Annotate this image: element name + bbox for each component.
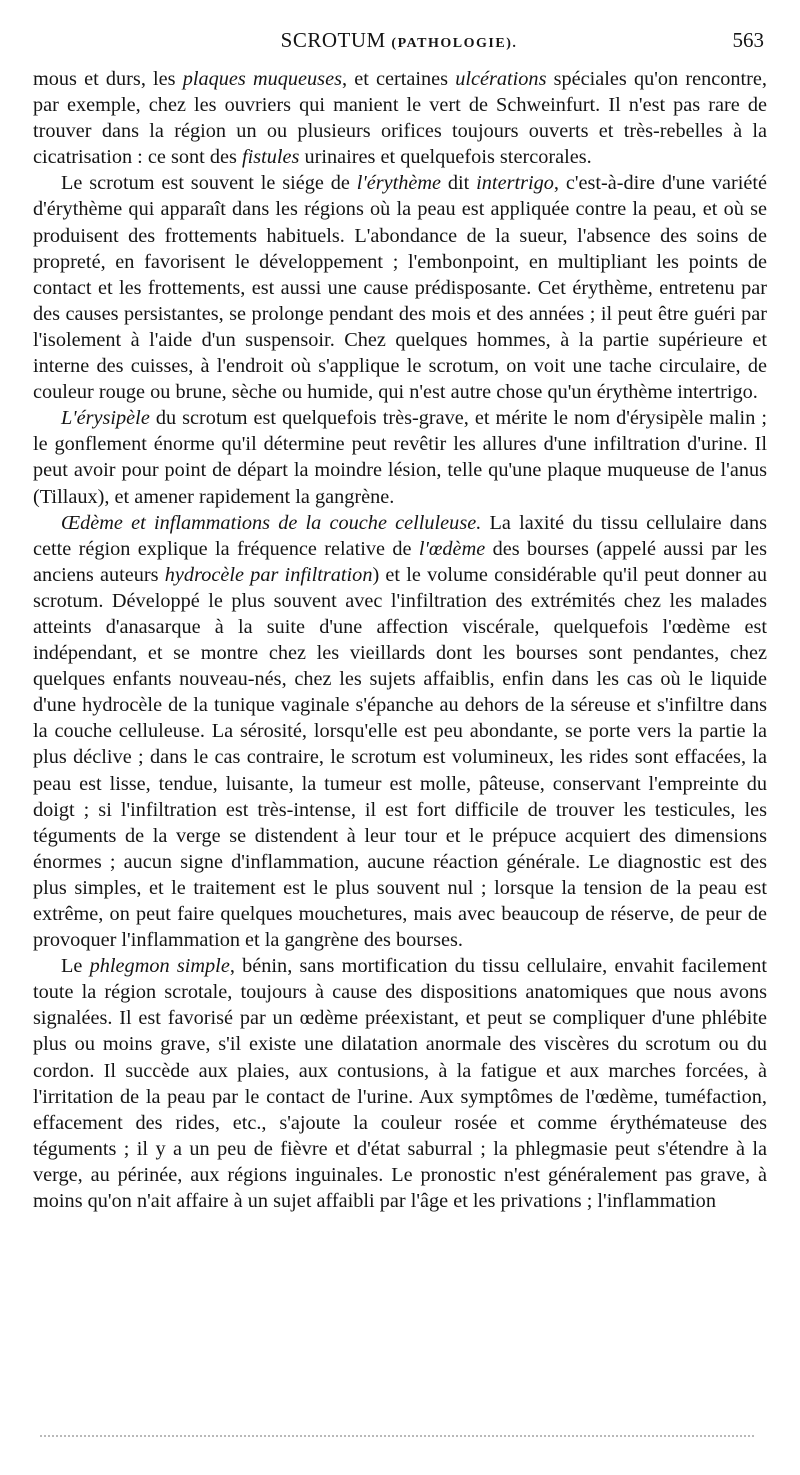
text-run: ) et le volume considérable qu'il peut donner au scrotum. Développé le plus souvent avec l'infiltration des extrémités chez les malades atteints d'anasarque à la suite d'une affection viscérale, quelquefois l'œdème est indépendant, et se montre chez les vieillards dont les bourses sont pendantes, chez quelques enfants nouveau-nés, chez les sujets affaiblis, enfin dans les cas où le liquide d'une hydrocèle de la tunique vaginale s'épanche au dehors de la séreuse et s'infiltre dans la couche celluleuse. La sérosité, lorsqu'elle est peu abondante, se porte vers la partie la plus déclive ; dans le cas contraire, le scrotum est volumineux, les rides sont effacées, la peau est lisse, tendue, luisante, la tumeur est molle, pâteuse, conservant l'empreinte du doigt ; si l'infiltration est très-intense, il est fort difficile de trouver les testicules, les téguments de la verge se distendent à leur tour et le prépuce acquiert des dimensions énormes ; aucun signe d'inflammation, aucune réaction générale. Le diagnostic est des plus simples, et le traitement est le plus souvent nul ; lorsque la tension de la peau est extrême, on peut faire quelques mouchetures, mais avec beaucoup de réserve, de peur de provoquer l'inflammation et la gangrène des bourses.	[33, 563, 767, 952]
text-run: , bénin, sans mortification du tissu cellulaire, envahit facilement toute la région scrotale, toujours à cause des dispositions anatomiques que nous avons signalées. Il est favorisé par un œdème préexistant, et peut se compliquer d'une phlébite plus ou moins grave, s'il existe une dilatation anormale des viscères du scrotum ou du cordon. Il succède aux plaies, aux contusions, à la fatigue et aux marches forcées, à l'irritation de la peau par le contact de l'urine. Aux symptômes de l'œdème, tuméfaction, effacement des rides, etc., s'ajoute la couleur rosée et comme érythémateuse des téguments ; il y a un peu de fièvre et d'état saburral ; la phlegmasie peut s'étendre à la verge, au périnée, aux régions inguinales. Le pronostic n'est généralement pas grave, à moins qu'on n'ait affaire à un sujet affaibli par l'âge et les privations ; l'inflammation	[33, 955, 768, 1213]
footer-dotted-rule	[40, 1435, 754, 1437]
paragraph	[33, 953, 767, 1214]
italic-run: l'œdème	[418, 537, 486, 560]
text-run: Le scrotum est souvent le siége de	[61, 172, 357, 195]
paragraph	[33, 66, 767, 170]
text-run: La laxité du tissu cellulaire dans cette région explique la fréquence relative de	[33, 511, 767, 560]
italic-run: phlegmon simple	[89, 955, 230, 978]
italic-run: fistules	[241, 146, 300, 169]
italic-run: Œdème et inflammations de la couche celluleuse.	[61, 511, 482, 534]
italic-run: plaques muqueuses	[182, 68, 342, 90]
paragraph	[33, 170, 767, 405]
italic-run: L'érysipèle	[61, 407, 150, 430]
italic-run: hydrocèle par infiltration	[164, 563, 373, 586]
page-header	[32, 28, 766, 62]
paragraph	[33, 405, 767, 509]
italic-run: intertrigo	[476, 172, 554, 195]
text-run: , et certaines	[341, 68, 456, 90]
text-run: mous et durs, les	[33, 68, 183, 90]
text-run: des bourses (appelé aussi par les anciens auteurs	[33, 537, 767, 586]
italic-run: l'érythème	[356, 172, 442, 195]
page-number: 563	[732, 28, 764, 52]
text-run: du scrotum est quelquefois très-grave, et mérite le nom d'érysipèle malin ; le gonflement énorme qu'il détermine peut revêtir les allures d'une infiltration d'urine. Il peut avoir pour point de départ la moindre lésion, telle qu'une plaque muqueuse de l'anus (Tillaux), et amener rapidement la gangrène.	[33, 407, 767, 508]
text-run: spéciales qu'on rencontre, par exemple, chez les ouvriers qui manient le vert de Schweinfurt. Il n'est pas rare de trouver dans la région un ou plusieurs orifices toujours ouverts et très-rebelles à la cicatrisation : ce sont des	[33, 68, 767, 169]
text-run: , c'est-à-dire d'une variété d'érythème qui apparaît dans les régions où la peau est appliquée contre la peau, et où se produisent des frottements habituels. L'abondance de la sueur, l'absence des soins de propreté, en favorisent le développement ; l'embonpoint, en multipliant les points de contact et les frottements, est aussi une cause prédisposante. Cet érythème, entretenu par des causes persistantes, se prolonge pendant des mois et des années ; il peut être guéri par l'isolement à l'aide d'un suspensoir. Chez quelques hommes, à la partie supérieure et interne des cuisses, à l'endroit où s'applique le scrotum, on voit une tache circulaire, de couleur rouge ou brune, sèche ou humide, qui n'est autre chose qu'un érythème intertrigo.	[33, 172, 767, 404]
text-run: Le	[61, 955, 90, 978]
body-text	[33, 66, 767, 1214]
running-title	[32, 28, 766, 53]
text-run: urinaires et quelquefois stercorales.	[299, 146, 592, 169]
italic-run: ulcérations	[455, 68, 547, 90]
text-run: dit	[441, 172, 477, 195]
running-title-main: SCROTUM	[280, 28, 386, 52]
running-title-subtitle: (PATHOLOGIE).	[391, 36, 518, 51]
paragraph	[33, 510, 767, 954]
